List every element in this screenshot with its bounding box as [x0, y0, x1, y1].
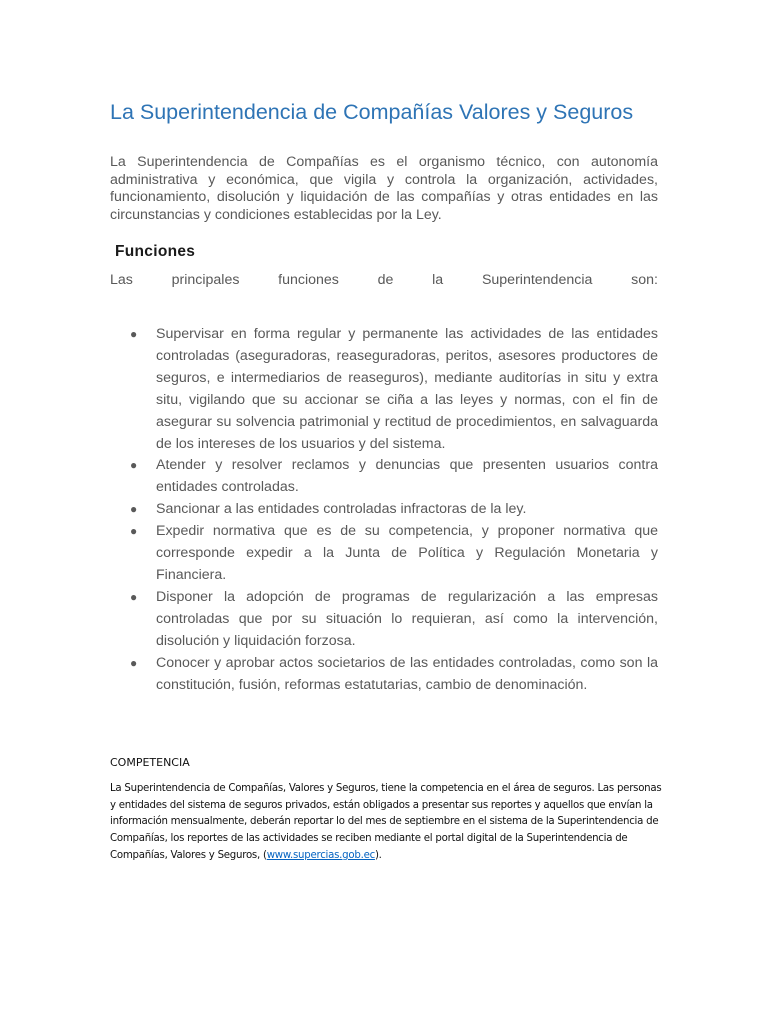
- intro-paragraph: La Superintendencia de Compañías es el organismo técnico, con autonomía administrativa y económica, que vigila y controla la organización, actividades, funcionamiento, disolución y liquidación de las compañías y otras entidades en las circunstancias y condiciones establecidas por la Ley.: [110, 154, 658, 223]
- bullet-icon: ●: [130, 655, 138, 670]
- lead-word: de: [377, 272, 394, 288]
- bullet-icon: ●: [130, 589, 138, 604]
- supercias-link[interactable]: www.supercias.gob.ec: [266, 849, 375, 861]
- bullet-icon: ●: [130, 524, 138, 539]
- list-item-text: Sancionar a las entidades controladas infractoras de la ley.: [156, 501, 527, 518]
- list-item-text: Supervisar en forma regular y permanente las actividades de las entidades controladas (aseguradoras, reaseguradoras, peritos, asesores productores de seguros, e intermediarios de reaseguros), mediante auditorías in situ y extra situ, vigilando que su accionar se ciña a las leyes y normas, con el fin de asegurar su solvencia patrimonial y rectitud de procedimientos, en salvaguarda de los intereses de los usuarios y del sistema.: [156, 326, 658, 452]
- bullet-icon: ●: [130, 502, 138, 517]
- competencia-paragraph: [110, 781, 662, 865]
- lead-word: la: [432, 272, 444, 288]
- list-item: [110, 324, 658, 455]
- list-item: [110, 499, 658, 521]
- competencia-text: La Superintendencia de Compañías, Valores y Seguros, tiene la competencia en el área de seguros. Las personas y entidades del sistema de seguros privados, están obligados a presentar sus reportes y aquellos que envían la información mensualmente, deberán reportar lo del mes de septiembre en el sistema de la Superintendencia de Compañías, los reportes de las actividades se reciben mediante el portal digital de la Superintendencia de Compañías, Valores y Seguros, (: [110, 783, 662, 861]
- funciones-list: [110, 324, 658, 696]
- competencia-text-end: ).: [374, 849, 382, 861]
- competencia-heading: COMPETENCIA: [110, 756, 190, 769]
- lead-word: Las: [110, 272, 133, 288]
- bullet-icon: ●: [130, 327, 138, 341]
- funciones-lead: [110, 271, 658, 289]
- list-item-text: Atender y resolver reclamos y denuncias que presenten usuarios contra entidades controladas.: [156, 457, 658, 496]
- page-title: La Superintendencia de Compañías Valores y Seguros: [110, 100, 634, 124]
- lead-word: funciones: [278, 272, 339, 288]
- list-item: [110, 521, 658, 587]
- list-item-text: Conocer y aprobar actos societarios de las entidades controladas, como son la constitución, fusión, reformas estatutarias, cambio de denominación.: [156, 654, 658, 693]
- list-item: [110, 587, 658, 653]
- list-item: [110, 653, 658, 697]
- lead-word: Superintendencia: [481, 272, 593, 288]
- bullet-icon: ●: [130, 458, 138, 473]
- list-item-text: Expedir normativa que es de su competencia, y proponer normativa que corresponde expedir a la Junta de Política y Regulación Monetaria y Financiera.: [156, 523, 658, 583]
- lead-word: principales: [171, 272, 240, 288]
- funciones-heading: Funciones: [115, 243, 196, 260]
- list-item-text: Disponer la adopción de programas de regularización a las empresas controladas que por su situación lo requieran, así como la intervención, disolución y liquidación forzosa.: [156, 588, 658, 649]
- lead-word: son:: [631, 272, 658, 288]
- list-item: [110, 455, 658, 499]
